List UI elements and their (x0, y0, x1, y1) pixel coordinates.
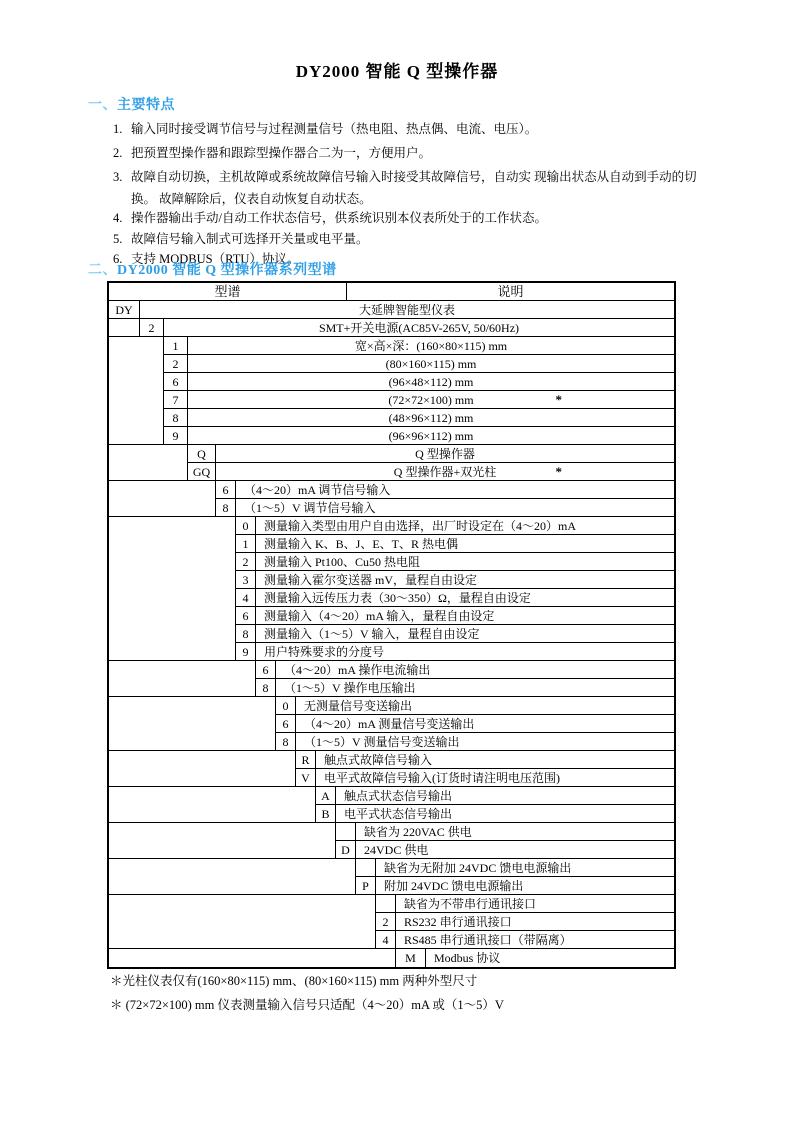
model-desc-cell: 24VDC 供电 (356, 841, 674, 859)
model-code-cell: V (296, 769, 316, 787)
model-desc-cell: (72×72×100) mm * (188, 391, 674, 409)
model-code-cell: 1 (164, 337, 188, 355)
model-code-cell: 6 (256, 661, 276, 679)
model-desc-cell: 缺省为 220VAC 供电 (356, 823, 674, 841)
model-desc-cell: (96×96×112) mm (188, 427, 674, 445)
blank-group-cell (109, 445, 188, 481)
model-desc-cell: 用户特殊要求的分度号 (256, 643, 674, 661)
model-code-cell: M (396, 949, 426, 967)
model-desc-cell: 宽×高×深：(160×80×115) mm (188, 337, 674, 355)
model-code-cell: 8 (164, 409, 188, 427)
model-desc-cell: （1～5）V 测量信号变送输出 (296, 733, 674, 751)
model-desc-cell: 触点式状态信号输出 (336, 787, 674, 805)
feature-text: 输入同时接受调节信号与过程测量信号（热电阻、热点偶、电流、电压）。 (131, 122, 538, 136)
model-desc-cell: 测量输入霍尔变送器 mV，量程自由设定 (256, 571, 674, 589)
model-code-cell: DY (109, 301, 140, 319)
blank-group-cell (109, 697, 276, 751)
feature-item-1 (113, 118, 711, 140)
blank-group-cell (109, 337, 164, 445)
list-number: 5. (113, 232, 123, 246)
model-code-cell (376, 895, 396, 913)
model-desc-cell: （4～20）mA 操作电流输出 (276, 661, 674, 679)
section-heading-model-spectrum (88, 259, 337, 279)
footnote-light-column-sizes: ＊光柱仪表仅有(160×80×115) mm、(80×160×115) mm 两种外型尺寸 (110, 974, 478, 988)
model-desc-cell: 测量输入远传压力表（30～350）Ω，量程自由设定 (256, 589, 674, 607)
model-desc-cell: 电平式状态信号输出 (336, 805, 674, 823)
model-code-cell: 0 (276, 697, 296, 715)
model-code-cell: 8 (216, 499, 236, 517)
model-spectrum-table (107, 281, 676, 969)
model-desc-cell: Q 型操作器+双光柱 * (216, 463, 674, 481)
model-desc-cell: 测量输入（1～5）V 输入，量程自由设定 (256, 625, 674, 643)
model-code-cell: 2 (376, 913, 396, 931)
feature-text: 操作器输出手动/自动工作状态信号，供系统识别本仪表所处于的工作状态。 (131, 211, 547, 225)
model-code-cell: 8 (276, 733, 296, 751)
model-code-cell (356, 859, 376, 877)
model-desc-cell: 触点式故障信号输入 (316, 751, 674, 769)
star-marker: * (555, 392, 562, 407)
model-code-cell: A (316, 787, 336, 805)
section-title: DY2000 智能 Q 型操作器系列型谱 (117, 263, 337, 278)
model-desc-cell: (48×96×112) mm (188, 409, 674, 427)
model-code-cell: 4 (236, 589, 256, 607)
model-desc-cell: （1～5）V 调节信号输入 (236, 499, 674, 517)
feature-text: 故障自动切换，主机故障或系统故障信号输入时接受其故障信号，自动实 现输出状态从自动到手动的切换。 故障解除后，仪表自动恢复自动状态。 (131, 170, 697, 206)
model-code-cell (336, 823, 356, 841)
blank-group-cell (109, 823, 336, 859)
blank-group-cell (109, 949, 396, 967)
model-code-cell: 6 (164, 373, 188, 391)
model-code-cell: 1 (236, 535, 256, 553)
section-number: 一、 (88, 98, 117, 113)
model-desc-cell: Modbus 协议 (434, 951, 501, 965)
feature-item-5 (113, 228, 711, 250)
model-desc-cell: 测量输入（4～20）mA 输入，量程自由设定 (256, 607, 674, 625)
table-header-model-spectrum: 型谱 (109, 283, 347, 301)
model-desc-cell: (96×48×112) mm (188, 373, 674, 391)
blank-group-cell (109, 895, 376, 949)
blank-group-cell (109, 787, 316, 823)
blank-group-cell (109, 859, 356, 895)
model-desc-cell: 电平式故障信号输入(订货时请注明电压范围) (316, 769, 674, 787)
table-header-description: 说明 (347, 283, 674, 301)
page-title: DY2000 智能 Q 型操作器 (295, 62, 499, 81)
model-desc-cell: 附加 24VDC 馈电电源输出 (376, 877, 674, 895)
model-code-cell: 4 (376, 931, 396, 949)
star-marker: * (555, 464, 562, 479)
model-desc-cell: RS232 串行通讯接口 (396, 913, 674, 931)
blank-group-cell (109, 481, 216, 517)
feature-text: 把预置型操作器和跟踪型操作器合二为一，方便用户。 (131, 146, 432, 160)
model-code-cell: Q (188, 445, 216, 463)
model-desc-cell: RS485 串行通讯接口（带隔离） (396, 931, 674, 949)
model-code-cell: 2 (140, 319, 164, 337)
model-code-cell: R (296, 751, 316, 769)
model-code-cell: P (356, 877, 376, 895)
feature-item-4 (113, 207, 711, 229)
model-desc-cell: SMT+开关电源(AC85V-265V, 50/60Hz) (164, 319, 674, 337)
model-code-cell: 3 (236, 571, 256, 589)
list-number: 4. (113, 211, 123, 225)
model-desc-cell: 测量输入类型由用户自由选择，出厂时设定在（4～20）mA (256, 517, 674, 535)
blank-group-cell (109, 517, 236, 661)
model-code-cell: 6 (216, 481, 236, 499)
feature-item-2 (113, 142, 711, 164)
list-number: 2. (113, 146, 123, 160)
model-desc-cell: 大延牌智能型仪表 (140, 301, 674, 319)
list-number: 1. (113, 122, 123, 136)
model-desc-cell: 无测量信号变送输出 (296, 697, 674, 715)
model-code-cell: 6 (236, 607, 256, 625)
blank-group-cell (109, 319, 140, 337)
feature-text: 支持 MODBUS（RTU）协议。 (131, 252, 300, 266)
model-code-cell: B (316, 805, 336, 823)
model-desc-cell: 测量输入 K、B、J、E、T、R 热电偶 (256, 535, 674, 553)
blank-group-cell (109, 661, 256, 697)
model-code-cell: 9 (164, 427, 188, 445)
model-code-cell: 2 (164, 355, 188, 373)
model-code-cell: 6 (276, 715, 296, 733)
model-code-cell: 7 (164, 391, 188, 409)
list-number: 6. (113, 252, 123, 266)
feature-text: 故障信号输入制式可选择开关量或电平量。 (131, 232, 369, 246)
model-desc-cell: （4～20）mA 测量信号变送输出 (296, 715, 674, 733)
model-desc-cell: （4～20）mA 调节信号输入 (236, 481, 674, 499)
model-code-cell: 8 (256, 679, 276, 697)
model-code-cell: 2 (236, 553, 256, 571)
model-desc-cell: 测量输入 Pt100、Cu50 热电阻 (256, 553, 674, 571)
model-desc-cell: 缺省为不带串行通讯接口 (396, 895, 674, 913)
section-title: 主要特点 (117, 98, 175, 113)
model-code-cell: D (336, 841, 356, 859)
section-heading-features (88, 94, 175, 114)
feature-item-3 (113, 166, 711, 210)
model-code-cell: GQ (188, 463, 216, 481)
footnote-72mm-input-limit: ＊ (72×72×100) mm 仪表测量输入信号只适配（4～20）mA 或（1～5）V (110, 998, 504, 1012)
model-desc-cell: （1～5）V 操作电压输出 (276, 679, 674, 697)
list-number: 3. (113, 170, 123, 184)
model-code-cell: 8 (236, 625, 256, 643)
model-desc-cell: Q 型操作器 (216, 445, 674, 463)
blank-group-cell (109, 751, 296, 787)
model-desc-cell: (80×160×115) mm (188, 355, 674, 373)
model-desc-cell: 缺省为无附加 24VDC 馈电电源输出 (376, 859, 674, 877)
section-number: 二、 (88, 263, 117, 278)
model-code-cell: 9 (236, 643, 256, 661)
model-code-cell: 0 (236, 517, 256, 535)
